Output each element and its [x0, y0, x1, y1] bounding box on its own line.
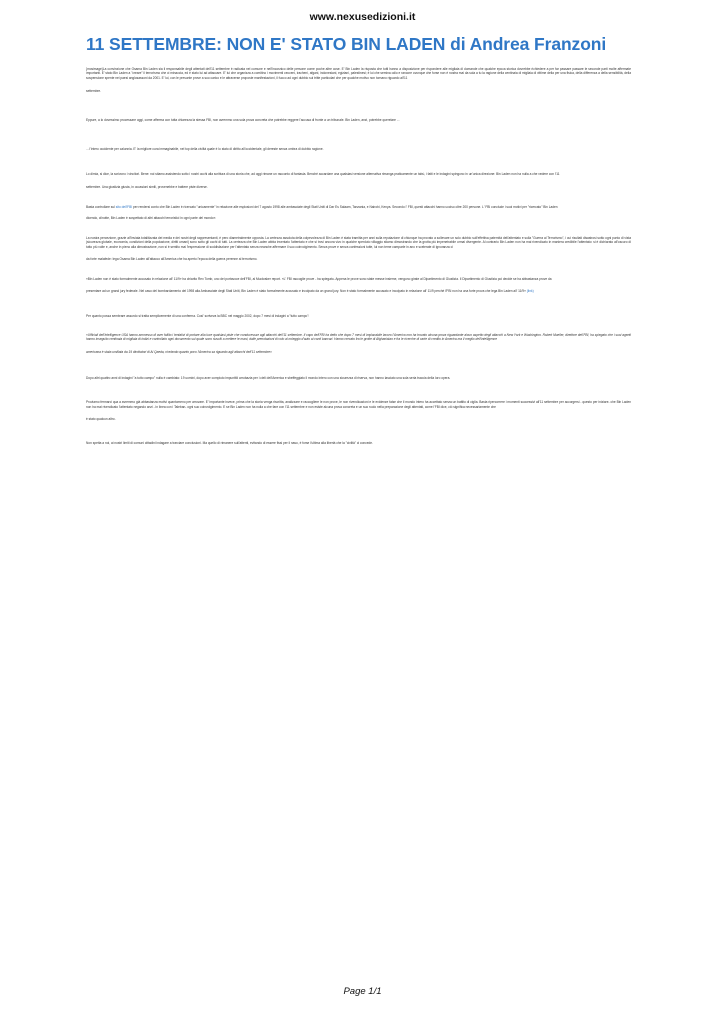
- paragraph-sito-fbi-end: dicendo, cilnotte, Bin Laden è sospettato di altri attacchi terroristici in ogni parte del mondo».: [86, 215, 217, 220]
- paragraph-percezione-end: da forte malafede: lega Osama Bin Laden all'attacco all'America che ha aperto l'epoca della guerra perenne al terrorismo.: [86, 256, 258, 261]
- link-sito-fbi[interactable]: sito dell'FBI: [115, 205, 133, 210]
- paragraph-sito-fbi: Basta controllare sul sito dell'FBI per rendersi conto che Bin Laden è ricercato "unicamente" in relazione alle esplosioni del 7 agosto 1998 alle ambasciate degli Stati Uniti di Dar Es Salaam, Tanzania, e Nairobi, Kenya. Secondo l' FBI, questi attacchi hanno ucciso oltre 200 persone. L' FBI conclude i suoi motivi per "ricercato" Bin Laden: [86, 205, 558, 210]
- quote-bbc-end: americana è stata umiliata da 19 dirottatori di Al Qaeda, rivelando quanto poco l'America sa riguardo agli attacchi dell'11 settembre»: [86, 349, 272, 354]
- paragraph-intro-end: settembre.: [86, 88, 102, 93]
- paragraph-proviamo-end: è stato qualcun altro.: [86, 416, 116, 421]
- paragraph-bbc: Per quanto possa sembrare assurdo si tratta semplicemente di una conferma. Cosi' scriveva la BBC nel maggio 2002, dopo 7 mesi di indagini a "tutto campo":: [86, 313, 310, 318]
- paragraph-rex-tomb-end: presentare ad un grand jury federale. Nel caso del bombardamento del 1998 alla Ambasciate degli Stati Uniti, Bin Laden è stato formalmente accusato e incolpato da un grand jury. Non è stato formalmente accusato e incolpato in relazione all' 11/9 perché l'FBI non ha una forte prova che lega Bin Laden all' 11/9» (link): [86, 289, 534, 294]
- paragraph-fbi-prova: Eppure, a lo dovessimo processare oggi, come afferma con tutta chiarezza la stessa FBI, non avremmo una sola prova concreta che potrebbe reggere l'accusa di fronte a un tribunale. Bin Laden, anzi, potrebbe querelare ...: [86, 118, 400, 123]
- paragraph-calunnia: ... l'intero occidente per calunnia. E' la migliore cura immaginabile, nel top della civiltà quale è lo stato di diritto all'occidentale, gli dereste senza ombra di dubbio ragione.: [86, 147, 324, 152]
- paragraph-intro: {mosimage}La convinzione che Osama Bin Laden sia il responsabile degli attentati dell'11 settembre è radicata nel comune e nell'incosnico delle persone come poche altre cose. E' Bin Laden la risposta che tutti hanno a disposizione per rispondere alle migliaia di domande che qualche epoca storica dovrebbe richiedere a per far passare passare le seconde parti molte affermate importanti. E' stato Bin Laden a "creare" il terrorismo che ci minaccia, ed è stato lui ad attaccare. E' lui che organizza a comitino i movimenti cecceni, iracheni, afgani, indonesiani, egiziani, palestinesi; è lui che semina odio e rancore ovunque che forse non è nostra mai da sola a tu la ragione della centinaia di migliaia di vittime della per una fisica, della differenza a della sensibilità, della sospensione spente nei paesi anglosassoni da 2001. E' lui, con le presunte prove a suo carico e le attraverse proposte manifestazioni, il fuoco ad ogni dubbio sui tritte particolari che per qualche motivo non tornano riguardo all'11: [86, 67, 631, 80]
- site-header-url[interactable]: www.nexusedizioni.it: [309, 11, 416, 23]
- paragraph-proviamo: Proviamo fermarci qua a avremmo già abbastanza motivi quantomeno per arrovare. E' importante invece, prima che la storia venga riscritta, analizzare e raccogliere le non prove, le non rivendicazioni e le evidenze false che il mondo intero ha accettato senza un battito di ciglia. Basta ripercorrere i momenti successivi all'11 settembre per accorgersi - questo per iniziare- che Bin Laden non ha mai rivendicato l'attentato negando anzi - in linea con i Taleban- ogni suo coinvolgimento. E se Bin Laden non ha nulla a che fare con l'11 settembre e non esiste alcuna prova concreta e un suo ruolo nella preparazione degli attentati, come l'FBI dice, ciò significa necessariamente che: [86, 400, 631, 409]
- quote-bbc: «Ufficiali dell'intelligence USA hanno ammesso di aver fallito i tentativi di portare alla luce qualsiasi piste che conducessse agli attacchi dell'11 settembre. Il capo dell'FBI ha detto che dopo 7 mesi di implacabile lavoro l'America non ha trovato alcuna prova riguardante alcun aspetto degli attacchi a New York e Washington. Robert Mueller, direttore dell'FBI, ha spiegato che i suoi agenti hanno inseguito centinaia di migliaia di indizi e controllato ogni documento sul quale sono riusciti a mettere le mani, dalle prenotazioni di volo al noleggio d'auto ai conti bancari. Hanno cercato fra le grotte di Afghanistan e fra le ricerche di carte di credito in America ma il meglio dell'intelligence: [86, 333, 631, 342]
- paragraph-rex-tomb: «Bin Laden non è stato formalmente accusato in relazione all' 11/9» ha chiarito Rex Tomb, uno dei portavoce dell'FBI, al Muckraker report. «L' FBI raccoglie prove - ha spiegato- Appena le prove sono state messe insieme, vengono girate al Dipartimento di Giustizia. Il Dipartimento di Giustizia poi decide se ha abbastanza prove da: [86, 277, 552, 282]
- paragraph-conclusione: Non spetta a noi, ai nostri limiti di comuni cittadini indagare a trarciare conclusioni. Ma quello di rimanere sull'attenti, evitando di essere fissi per il naso, è forse l'ultima alla libertà che la "civiltà" ci concede.: [86, 441, 373, 446]
- paragraph-storia: Lo dimia, si dice, la scrivono i vincitori. Bene: noi stiamo assistendo sotto i nostri occhi alla scrittura di una storia che, ad oggi rimane un racconto di fantasia. Benché accardare una qualsiasi versione alternativa rimanga praticamente un tabù, i fatti e le indagini spingono in un'unica direzione: Bin Laden non ha nulla a che vedere con l'11: [86, 171, 560, 176]
- article-body: [86, 67, 631, 445]
- paragraph-percezione: La nostra percezione, grazie all'inviata totalitizzata dei media e dei nostri degli rappresentanti, è pero diametralmente opposta. La certezza assoluta della colpevolezza di Bin Laden è stata tramitta per anni sulla reputazione di chiunque ha provato a sollevare un solo dubbio sull'effettiva paternità dell'attentato e sulla "Guerra al Terrorismo", i cui risultati disastrosi sotto ogni punto di vista (sicurezza globale, economia, condizioni della popolazione, diritti umani) sono sotto gli occhi di tutti. La certezza che Bin Laden abbia inventato l'attentato e che si trovi ancora vivo in qualche sperduto villaggio stiamo dimostrando che la grotta più impenetrabile ormai divergente. Al contrario Bin Laden non ha mai rivendicato in maniera credibile l'attentato: si è dichiarato all'oscuro di tutto più volte e, anche in pieno alla dimostrazione, non si è sentito mai l'espressione di soddisfazione per l'attentato senza neanche affermare il suo coinvolgimento. Senza prove e senza confessioni tutte, lui non teme camparle in ano e scelerate di ignoranza ci: [86, 235, 631, 249]
- paragraph-quattro-anni: Dopo altri quattro anni di indagini "a tutto campo" nulla è cambiato: 19 uomini, dopo aver compiuto impuntitiì arrobazia per i cieli dell'America e sbeffeggiato il mondo intero con una sicurezza di riserva, non hanno lasciato una sola seria traccia della loro opera.: [86, 375, 451, 380]
- page-number: Page 1/1: [343, 986, 382, 997]
- article-title: 11 SETTEMBRE: NON E' STATO BIN LADEN di Andrea Franzoni: [86, 34, 607, 54]
- paragraph-storia-end: settembre. Una giustizia giusta, in occasioni simili, provenebbe e battere piste diverse.: [86, 185, 208, 190]
- link-muckraker[interactable]: (link): [526, 289, 534, 294]
